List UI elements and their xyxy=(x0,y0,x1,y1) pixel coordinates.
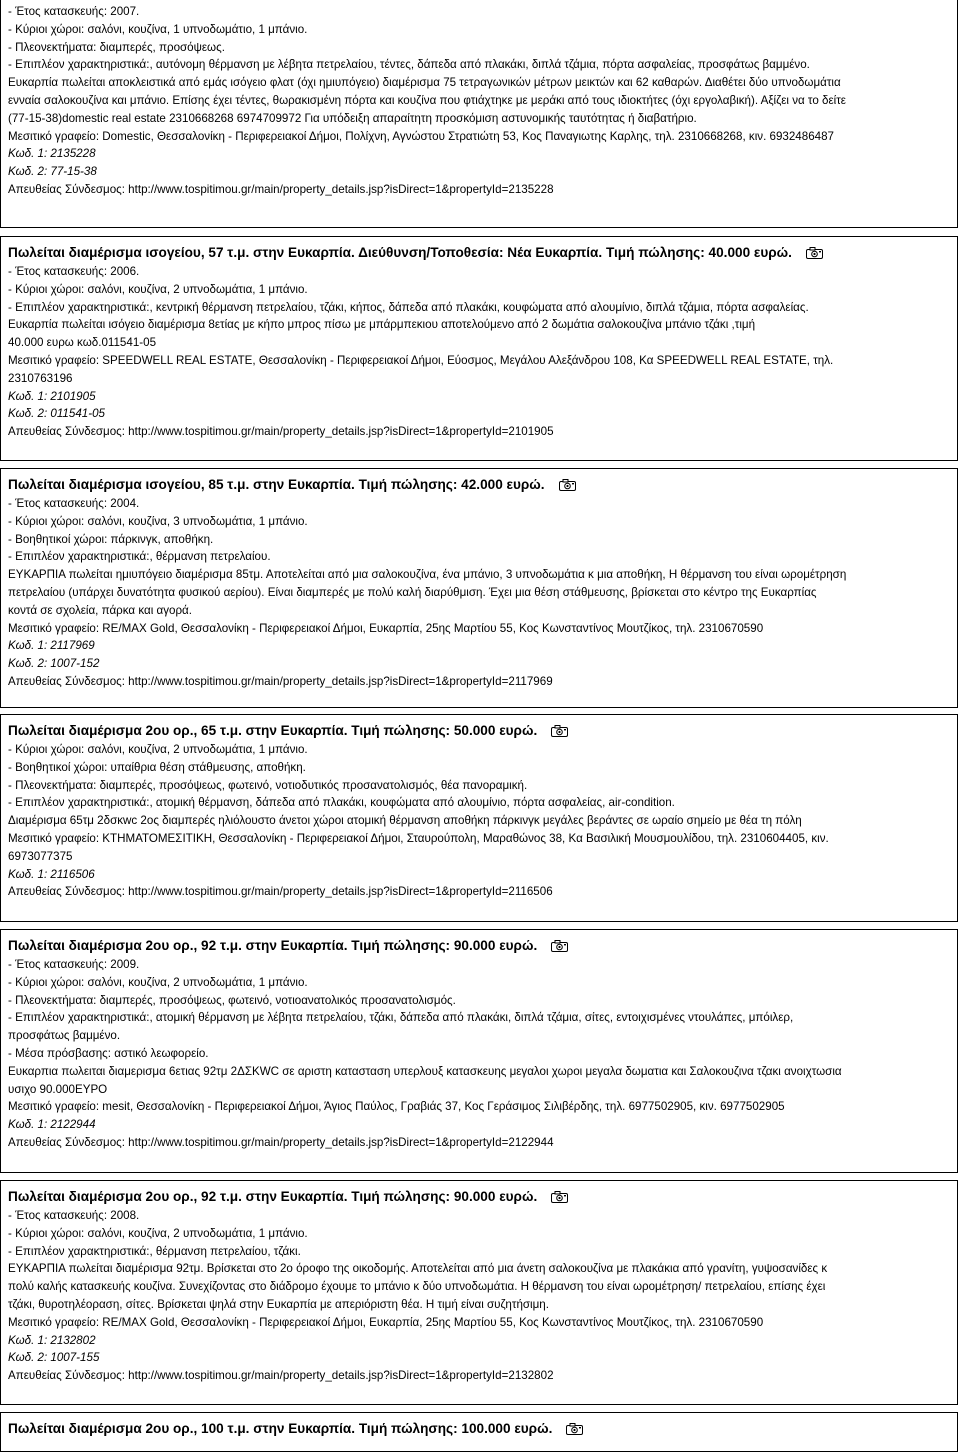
text-line: κοντά σε σχολεία, πάρκα και αγορά. xyxy=(8,603,192,617)
listing-title[interactable] xyxy=(1,1419,957,1439)
code-1: Κωδ. 1: 2117969 xyxy=(8,639,95,653)
camera-icon[interactable] xyxy=(551,725,568,737)
text-line: - Έτος κατασκευής: 2008. xyxy=(8,1209,140,1222)
text-line: - Κύριοι χώροι: σαλόνι, κουζίνα, 2 υπνοδωμάτια, 1 μπάνιο. xyxy=(8,1226,308,1240)
code-2: Κωδ. 2: 1007-152 xyxy=(8,657,100,671)
listing-title-text[interactable]: Πωλείται διαμέρισμα 2ου ορ., 100 τ.μ. στην Ευκαρπία. Τιμή πώλησης: 100.000 ευρώ. xyxy=(8,1421,553,1436)
listing-block-0 xyxy=(0,0,958,228)
text-line: Διαμέρισμα 65τμ 2δσκwc 2ος διαμπερές ηλιόλουστο άνετοι χώροι ατομική θέρμανση αποθήκη πάρκινγκ μεγάλες βεράντες σε ωραίο σημείο με θέα τη πόλη xyxy=(8,814,802,828)
listing-title-text[interactable]: Πωλείται διαμέρισμα ισογείου, 57 τ.μ. στην Ευκαρπία. Διεύθυνση/Τοποθεσία: Νέα Ευκαρπία. Τιμή πώλησης: 40.000 ευρώ. xyxy=(8,245,792,260)
listing-title-text[interactable]: Πωλείται διαμέρισμα 2ου ορ., 65 τ.μ. στην Ευκαρπία. Τιμή πώλησης: 50.000 ευρώ. xyxy=(8,723,538,738)
text-line: - Επιπλέον χαρακτηριστικά:, αυτόνομη θέρμανση με λέβητα πετρελαίου, τέντες, δάπεδα από πλακάκι, διπλά τζάμια, πόρτα ασφαλείας, προσφάτως βαμμένο. xyxy=(8,58,810,72)
text-line: 6973077375 xyxy=(8,849,73,863)
text-line: - Μέσα πρόσβασης: αστικό λεωφορείο. xyxy=(8,1046,209,1060)
code-1: Κωδ. 1: 2132802 xyxy=(8,1333,96,1347)
text-line: - Έτος κατασκευής: 2009. xyxy=(8,958,140,971)
text-line: Μεσιτικό γραφείο: RE/MAX Gold, Θεσσαλονίκη - Περιφερειακοί Δήμοι, Ευκαρπία, 25ης Μαρτίου 55, Κος Κωνσταντίνος Μουτζίκος, τηλ. 2310670590 xyxy=(8,621,764,635)
camera-icon[interactable] xyxy=(551,940,568,952)
text-line: Ευκαρπία πωλείται αποκλειστικά από εμάς ισόγειο φλατ (όχι ημιυπόγειο) διαμέρισμα 75 τετραγωνικών μέτρων μεικτών και 62 καθαρών. Διαθέτει δύο υπνοδωμάτια xyxy=(8,76,841,90)
text-line: - Έτος κατασκευής: 2006. xyxy=(8,265,140,278)
text-line: υσιχο 90.000ΕΥΡΟ xyxy=(8,1082,108,1096)
text-line: - Κύριοι χώροι: σαλόνι, κουζίνα, 1 υπνοδωμάτιο, 1 μπάνιο. xyxy=(8,22,308,36)
code-2: Κωδ. 2: 1007-155 xyxy=(8,1351,100,1365)
text-line: - Πλεονεκτήματα: διαμπερές, προσόψεως. xyxy=(8,40,225,54)
direct-link[interactable]: Απευθείας Σύνδεσμος: http://www.tospitimou.gr/main/property_details.jsp?isDirect=1&propertyId=2117969 xyxy=(8,674,553,688)
text-line: - Επιπλέον χαρακτηριστικά:, θέρμανση πετρελαίου. xyxy=(8,550,271,564)
text-line: πετρελαίου (υπάρχει δυνατότητα φυσικού αερίου). Είναι διαμπερές με πολύ καλή διαρύθμιση. Έχει μια θέση στάθμευσης, βρίσκεται στο κέντρο της Ευκαρπίας xyxy=(8,585,817,599)
listing-block-2 xyxy=(0,468,958,708)
direct-link[interactable]: Απευθείας Σύνδεσμος: http://www.tospitimou.gr/main/property_details.jsp?isDirect=1&propertyId=2132802 xyxy=(8,1369,554,1383)
listing-title-text[interactable]: Πωλείται διαμέρισμα ισογείου, 85 τ.μ. στην Ευκαρπία. Τιμή πώλησης: 42.000 ευρώ. xyxy=(8,477,545,492)
text-line: ενναία σαλοκουζίνα και μπάνιο. Επίσης έχει τέντες, θωρακισμένη πόρτα και κουζίνα που φτιάχτηκε με μεράκι από τους ιδιοκτήτες (όχι εργολαβική). Αξίζει να το δείτε xyxy=(8,93,846,107)
direct-link[interactable]: Απευθείας Σύνδεσμος: http://www.tospitimou.gr/main/property_details.jsp?isDirect=1&propertyId=2122944 xyxy=(8,1135,554,1149)
text-line: 2310763196 xyxy=(8,371,73,385)
listing-block-3 xyxy=(0,714,958,922)
text-line: Μεσιτικό γραφείο: RE/MAX Gold, Θεσσαλονίκη - Περιφερειακοί Δήμοι, Ευκαρπία, 25ης Μαρτίου 55, Κος Κωνσταντίνος Μουτζίκος, τηλ. 2310670590 xyxy=(8,1315,764,1329)
text-line: ΕΥΚΑΡΠΙΑ πωλείται ημιυπόγειο διαμέρισμα 85τμ. Αποτελείται από μια σαλοκουζίνα, ένα μπάνιο, 3 υπνοδωμάτια κ μια αποθήκη, Η θέρμανση του είναι ωρομέτρηση xyxy=(8,568,847,582)
listing-block-4 xyxy=(0,929,958,1173)
text-line: ΕΥΚΑΡΠΙΑ πωλείται διαμέρισμα 92τμ. Βρίσκεται στο 2ο όροφο της οικοδομής. Αποτελείται από μια άνετη σαλοκουζίνα με πλακάκια από γρανίτη, γυψοσανίδες κ xyxy=(8,1262,828,1276)
text-line: Ευκαρπία πωλείται ισόγειο διαμέρισμα 8ετίας με κήπο μπρος πίσω με μπάρμπεκιου αποτελούμενο από 2 δωμάτια σαλοκουζίνα μπάνιο τζάκι ,τιμή xyxy=(8,318,756,332)
text-line: - Επιπλέον χαρακτηριστικά:, ατομική θέρμανση με λέβητα πετρελαίου, τζάκι, δάπεδα από πλακάκι, διπλά τζάμια, σίτες, εντοιχισμένες ντουλάπες, μπόιλερ, xyxy=(8,1011,794,1025)
direct-link[interactable]: Απευθείας Σύνδεσμος: http://www.tospitimou.gr/main/property_details.jsp?isDirect=1&propertyId=2116506 xyxy=(8,885,553,899)
text-line: - Επιπλέον χαρακτηριστικά:, ατομική θέρμανση, δάπεδα από πλακάκι, κουφώματα από αλουμίνιο, πόρτα ασφαλείας, air-condition. xyxy=(8,796,675,810)
listing-block-1 xyxy=(0,236,958,461)
code-1: Κωδ. 1: 2116506 xyxy=(8,867,95,881)
text-line: - Κύριοι χώροι: σαλόνι, κουζίνα, 2 υπνοδωμάτια, 1 μπάνιο. xyxy=(8,743,308,756)
listing-title-text[interactable]: Πωλείται διαμέρισμα 2ου ορ., 92 τ.μ. στην Ευκαρπία. Τιμή πώλησης: 90.000 ευρώ. xyxy=(8,938,538,953)
listing-block-5 xyxy=(0,1180,958,1405)
text-line: Ευκαρπια πωλειται διαμερισμα 6ετιας 92τμ 2ΔΣKWC σε αριστη κατασταση υπερλουξ κατασκευης μεγαλοι χωροι μεγαλα δωματια και Σαλοκουζινα τζακι ανοιχτωσια xyxy=(8,1064,842,1078)
listing-title[interactable] xyxy=(1,936,957,956)
text-line: Μεσιτικό γραφείο: Domestic, Θεσσαλονίκη - Περιφερειακοί Δήμοι, Πολίχνη, Αγνώστου Στρατιώτη 53, Κος Παναγιωτης Καρλης, τηλ. 2310668268, κιν. 6932486487 xyxy=(8,129,834,143)
text-line: 40.000 ευρω κωδ.011541-05 xyxy=(8,336,157,350)
camera-icon[interactable] xyxy=(566,1423,583,1435)
code-2: Κωδ. 2: 011541-05 xyxy=(8,407,105,421)
text-line: - Κύριοι χώροι: σαλόνι, κουζίνα, 2 υπνοδωμάτια, 1 μπάνιο. xyxy=(8,975,308,989)
listing-title-text[interactable]: Πωλείται διαμέρισμα 2ου ορ., 92 τ.μ. στην Ευκαρπία. Τιμή πώλησης: 90.000 ευρώ. xyxy=(8,1189,538,1204)
listing-block-6 xyxy=(0,1412,958,1452)
direct-link[interactable]: Απευθείας Σύνδεσμος: http://www.tospitimou.gr/main/property_details.jsp?isDirect=1&propertyId=2101905 xyxy=(8,425,554,439)
text-line: - Έτος κατασκευής: 2004. xyxy=(8,497,140,510)
code-1: Κωδ. 1: 2101905 xyxy=(8,389,96,403)
text-line: - Έτος κατασκευής: 2007. xyxy=(8,5,140,18)
text-line: Μεσιτικό γραφείο: ΚΤΗΜΑΤΟΜΕΣΙΤΙΚΗ, Θεσσαλονίκη - Περιφερειακοί Δήμοι, Σταυρούπολη, Μαραθώνος 38, Κα Βασιλική Μουσμουλίδου, τηλ. 2310604405, κιν. xyxy=(8,831,829,845)
text-line: τζάκι, θυροτηλέοραση, σίτες. Βρίσκεται ψηλά στην Ευκαρπία με απεριόριστη θέα. Η τιμή είναι συζητήσιμη. xyxy=(8,1297,549,1311)
direct-link[interactable]: Απευθείας Σύνδεσμος: http://www.tospitimou.gr/main/property_details.jsp?isDirect=1&propertyId=2135228 xyxy=(8,182,554,196)
listing-title[interactable] xyxy=(1,475,957,495)
text-line: - Βοηθητικοί χώροι: υπαίθρια θέση στάθμευσης, αποθήκη. xyxy=(8,760,306,774)
code-1: Κωδ. 1: 2135228 xyxy=(8,147,96,161)
listing-title[interactable] xyxy=(1,721,957,741)
camera-icon[interactable] xyxy=(551,1191,568,1203)
text-line: Μεσιτικό γραφείο: mesit, Θεσσαλονίκη - Περιφερειακοί Δήμοι, Άγιος Παύλος, Γραβιάς 37, Κος Γεράσιμος Σιλιβέρδης, τηλ. 6977502905, κιν. 6977502905 xyxy=(8,1100,785,1114)
text-line: (77-15-38)domestic real estate 2310668268 6974709972 Για υπόδειξη απαραίτητη προσκόμιση αστυνομικής ταυτότητας ή διαβατήριο. xyxy=(8,111,697,125)
text-line: προσφάτως βαμμένο. xyxy=(8,1029,121,1043)
listing-title[interactable] xyxy=(1,243,957,263)
camera-icon[interactable] xyxy=(559,479,576,491)
text-line: - Κύριοι χώροι: σαλόνι, κουζίνα, 3 υπνοδωμάτια, 1 μπάνιο. xyxy=(8,514,308,528)
text-line: - Κύριοι χώροι: σαλόνι, κουζίνα, 2 υπνοδωμάτια, 1 μπάνιο. xyxy=(8,282,308,296)
text-line: - Πλεονεκτήματα: διαμπερές, προσόψεως, φωτεινό, νοτιοανατολικός προσανατολισμός. xyxy=(8,993,456,1007)
text-line: - Επιπλέον χαρακτηριστικά:, κεντρική θέρμανση πετρελαίου, τζάκι, κήπος, δάπεδα από πλακάκι, κουφώματα από αλουμίνιο, διπλά τζάμια, πόρτα ασφαλείας. xyxy=(8,300,809,314)
code-1: Κωδ. 1: 2122944 xyxy=(8,1118,96,1132)
text-line: - Πλεονεκτήματα: διαμπερές, προσόψεως, φωτεινό, νοτιοδυτικός προσανατολισμός, θέα πανοραμική. xyxy=(8,778,528,792)
camera-icon[interactable] xyxy=(806,247,823,259)
code-2: Κωδ. 2: 77-15-38 xyxy=(8,165,97,179)
text-line: Μεσιτικό γραφείο: SPEEDWELL REAL ESTATE, Θεσσαλονίκη - Περιφερειακοί Δήμοι, Εύοσμος, Μεγάλου Αλεξάνδρου 108, Κα SPEEDWELL REAL ESTATE, τηλ. xyxy=(8,353,834,367)
listing-title[interactable] xyxy=(1,1187,957,1207)
text-line: - Βοηθητικοί χώροι: πάρκινγκ, αποθήκη. xyxy=(8,532,214,546)
text-line: - Επιπλέον χαρακτηριστικά:, θέρμανση πετρελαίου, τζάκι. xyxy=(8,1244,301,1258)
text-line: πολύ καλής κατασκευής κουζίνα. Συνεχίζοντας στο διάδρομο έχουμε το μπάνιο κ δύο υπνοδωμάτια. Η θέρμανση του είναι ωρομέτρηση/ πετρελαίου, επίσης έχει xyxy=(8,1280,826,1294)
